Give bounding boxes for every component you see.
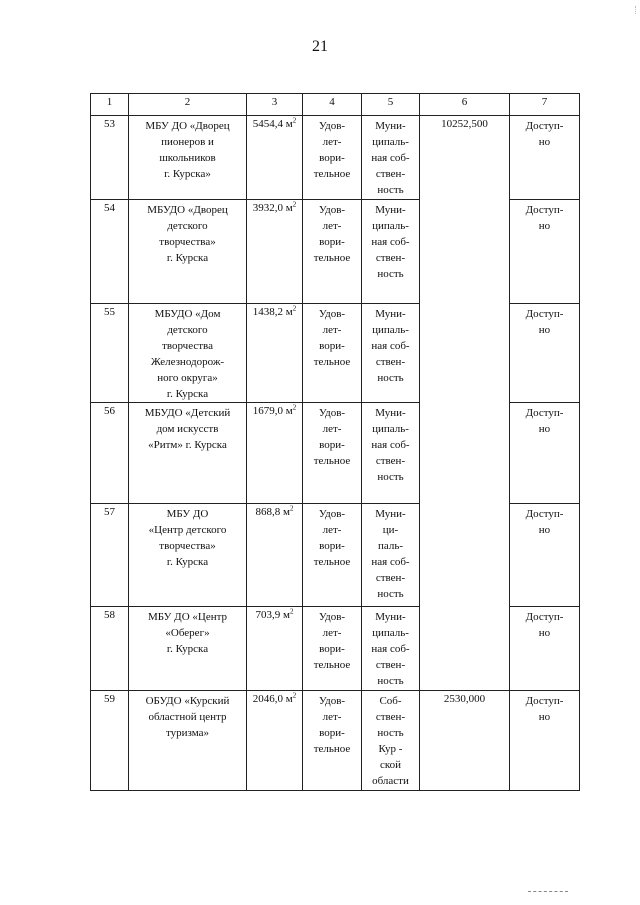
column-header: 5 — [362, 94, 420, 116]
registry-table — [90, 93, 580, 791]
funding-cell: 2530,000 — [420, 691, 510, 791]
availability-cell: Доступ- но — [510, 200, 580, 304]
column-header: 3 — [247, 94, 303, 116]
table-header-row — [91, 94, 580, 116]
condition-cell: Удов- лет- вори- тельное — [303, 304, 362, 403]
table-row — [91, 116, 580, 200]
ownership-cell: Муни- ципаль- ная соб- ствен- ность — [362, 304, 420, 403]
condition-cell: Удов- лет- вори- тельное — [303, 504, 362, 607]
ownership-cell: Муни- ципаль- ная соб- ствен- ность — [362, 403, 420, 504]
ownership-cell: Муни- ципаль- ная соб- ствен- ность — [362, 607, 420, 691]
institution-name: МБУ ДО «Центр «Оберег» г. Курска — [129, 607, 247, 691]
availability-cell: Доступ- но — [510, 607, 580, 691]
row-number: 54 — [91, 200, 129, 304]
row-number: 53 — [91, 116, 129, 200]
row-number: 57 — [91, 504, 129, 607]
availability-cell: Доступ- но — [510, 691, 580, 791]
area-cell: 1438,2 $м^2$ — [247, 304, 303, 403]
ownership-cell: Муни- ципаль- ная соб- ствен- ность — [362, 200, 420, 304]
availability-cell: Доступ- но — [510, 304, 580, 403]
availability-cell: Доступ- но — [510, 504, 580, 607]
institution-name: МБУ ДО «Дворец пионеров и школьников г. Курска» — [129, 116, 247, 200]
area-cell: 703,9 $м^2$ — [247, 607, 303, 691]
area-cell: 3932,0 $м^2$ — [247, 200, 303, 304]
column-header: 7 — [510, 94, 580, 116]
institution-name: ОБУДО «Курский областной центр туризма» — [129, 691, 247, 791]
ownership-cell: Муни- ципаль- ная соб- ствен- ность — [362, 116, 420, 200]
scan-mark — [528, 891, 568, 893]
availability-cell: Доступ- но — [510, 116, 580, 200]
scan-mark — [635, 6, 638, 14]
column-header: 1 — [91, 94, 129, 116]
condition-cell: Удов- лет- вори- тельное — [303, 200, 362, 304]
area-cell: 2046,0 $м^2$ — [247, 691, 303, 791]
column-header: 6 — [420, 94, 510, 116]
column-header: 4 — [303, 94, 362, 116]
institution-name: МБУДО «Дворец детского творчества» г. Курска — [129, 200, 247, 304]
institution-name: МБУДО «Дом детского творчества Железнодорож- ного округа» г. Курска — [129, 304, 247, 403]
area-cell: 5454,4 $м^2$ — [247, 116, 303, 200]
institution-name: МБУ ДО «Центр детского творчества» г. Курска — [129, 504, 247, 607]
table-row — [91, 691, 580, 791]
page-number: 21 — [312, 38, 328, 55]
condition-cell: Удов- лет- вори- тельное — [303, 116, 362, 200]
funding-cell: 10252,500 — [420, 116, 510, 691]
availability-cell: Доступ- но — [510, 403, 580, 504]
row-number: 56 — [91, 403, 129, 504]
institution-name: МБУДО «Детский дом искусств «Ритм» г. Курска — [129, 403, 247, 504]
column-header: 2 — [129, 94, 247, 116]
row-number: 55 — [91, 304, 129, 403]
condition-cell: Удов- лет- вори- тельное — [303, 403, 362, 504]
row-number: 59 — [91, 691, 129, 791]
area-cell: 1679,0 $м^2$ — [247, 403, 303, 504]
condition-cell: Удов- лет- вори- тельное — [303, 607, 362, 691]
ownership-cell: Муни- ци- паль- ная соб- ствен- ность — [362, 504, 420, 607]
condition-cell: Удов- лет- вори- тельное — [303, 691, 362, 791]
row-number: 58 — [91, 607, 129, 691]
ownership-cell: Соб- ствен- ность Кур - ской области — [362, 691, 420, 791]
area-cell: 868,8 $м^2$ — [247, 504, 303, 607]
